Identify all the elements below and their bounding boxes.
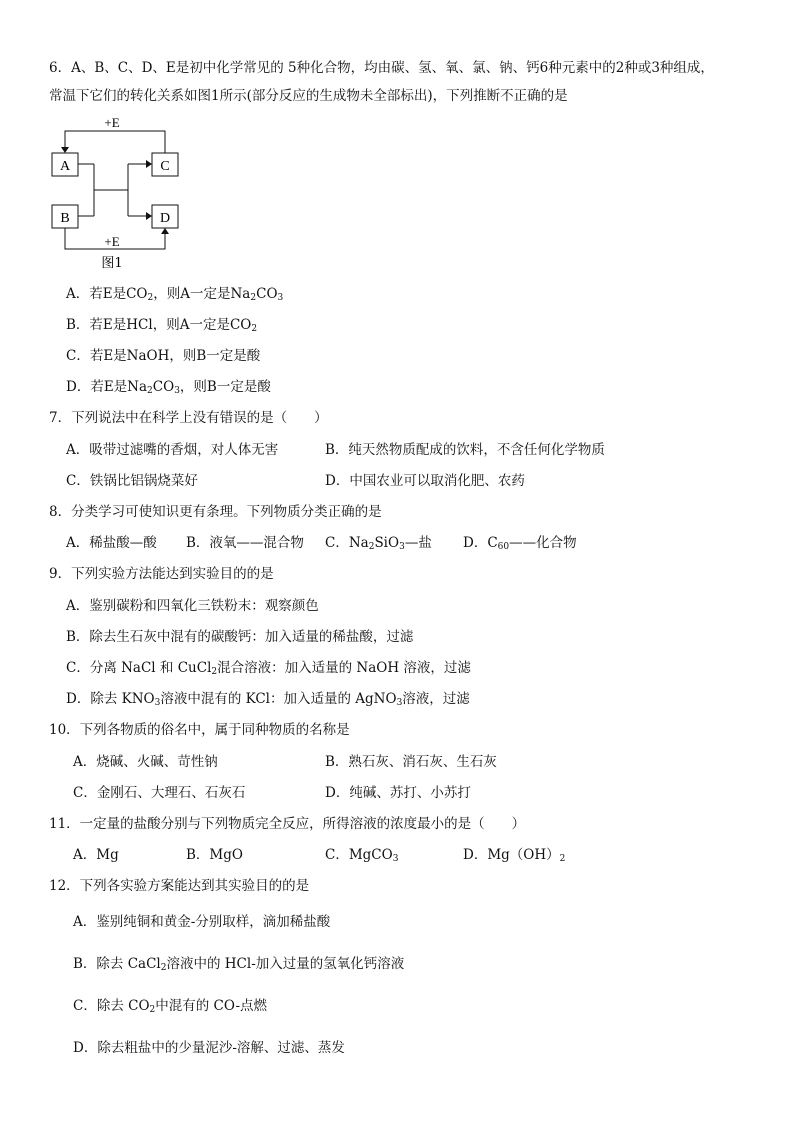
q10-option-b: B．熟石灰、消石灰、生石灰 <box>325 754 497 770</box>
q10-option-a: A．烧碱、火碱、苛性钠 <box>73 754 218 770</box>
q6-option-c: C．若E是NaOH，则B一定是酸 <box>66 348 261 364</box>
q6-option-b: B．若E是HCl，则A一定是$CO_2$ <box>66 317 258 334</box>
q9-option-d: D．除去 $KNO_3$溶液中混有的 KCl：加入适量的 AgNO$_3$溶液，过滤 <box>66 691 470 708</box>
q8-stem: 8．分类学习可使知识更有条理。下列物质分类正确的是 <box>49 504 382 520</box>
q8-option-c: C．$Na_2SiO_3—$盐 <box>325 535 432 552</box>
q12-option-b: B．除去 CaCl$_2$溶液中的 HCl-加入过量的氢氧化钙溶液 <box>73 956 405 973</box>
q9-option-a: A．鉴别碳粉和四氧化三铁粉末：观察颜色 <box>66 598 319 614</box>
arrowhead-a <box>61 147 69 153</box>
q9-option-c: C．分离 NaCl 和 CuCl$_2$混合溶液：加入适量的 NaOH 溶液，过滤 <box>66 660 471 677</box>
q11-option-c: C．MgCO$_3$ <box>325 847 399 864</box>
q12-option-a: A．鉴别纯铜和黄金-分别取样，滴加稀盐酸 <box>73 914 331 930</box>
q7-option-d: D．中国农业可以取消化肥、农药 <box>325 473 525 489</box>
q6-option-d: D．若E是$Na_2CO_3$，则B一定是酸 <box>66 379 271 396</box>
q11-option-d: D．$Mg(OH)_2$ <box>463 847 566 864</box>
q8-option-d: D．$C_{60}——$化合物 <box>463 535 577 552</box>
q6-option-a: A．若E是$CO_2$，则A一定是$Na_2CO_3$ <box>66 286 284 303</box>
top-arrow-label: +E <box>104 115 120 130</box>
q8-option-a: A．稀盐酸—酸 <box>66 535 157 551</box>
q11-option-b: B．MgO <box>186 847 243 863</box>
q6-stem-line1: 6．A、B、C、D、E是初中化学常见的 5种化合物，均由碳、氢、氧、氯、钠、钙6种元素中的2种或3种组成， <box>49 60 714 76</box>
box-d-label: D <box>159 211 171 226</box>
box-c-label: C <box>160 159 170 174</box>
q10-option-d: D．纯碱、苏打、小苏打 <box>325 785 471 801</box>
q12-option-c: C．除去 $CO_2$中混有的 CO-点燃 <box>73 998 268 1015</box>
q11-stem: 11．一定量的盐酸分别与下列物质完全反应，所得溶液的浓度最小的是（ ） <box>49 816 526 832</box>
q7-option-b: B．纯天然物质配成的饮料，不含任何化学物质 <box>325 442 605 458</box>
q11-option-a: A．Mg <box>73 847 119 863</box>
q12-stem: 12．下列各实验方案能达到其实验目的的是 <box>49 878 310 894</box>
box-b-label: B <box>60 211 70 226</box>
q6-stem-line2: 常温下它们的转化关系如图1所示(部分反应的生成物未全部标出)，下列推断不正确的是 <box>49 88 568 104</box>
bottom-arrow-label: +E <box>104 234 120 249</box>
q12-option-d: D．除去粗盐中的少量泥沙-溶解、过滤、蒸发 <box>73 1040 345 1056</box>
q10-stem: 10．下列各物质的俗名中，属于同种物质的名称是 <box>49 722 350 738</box>
figure-caption: 图1 <box>101 256 123 271</box>
q6-diagram <box>40 112 200 272</box>
q10-option-c: C．金刚石、大理石、石灰石 <box>73 785 246 801</box>
q7-stem: 7．下列说法中在科学上没有错误的是（ ） <box>49 410 328 426</box>
box-a-label: A <box>59 159 71 174</box>
arrow-c-to-a <box>65 131 165 153</box>
q8-option-b: B．液氧——混合物 <box>186 535 304 551</box>
q7-option-c: C．铁锅比铝锅烧菜好 <box>66 473 198 489</box>
q9-stem: 9．下列实验方法能达到实验目的的是 <box>49 566 274 582</box>
q7-option-a: A．吸带过滤嘴的香烟，对人体无害 <box>66 442 279 458</box>
q9-option-b: B．除去生石灰中混有的碳酸钙：加入适量的稀盐酸，过滤 <box>66 629 414 645</box>
